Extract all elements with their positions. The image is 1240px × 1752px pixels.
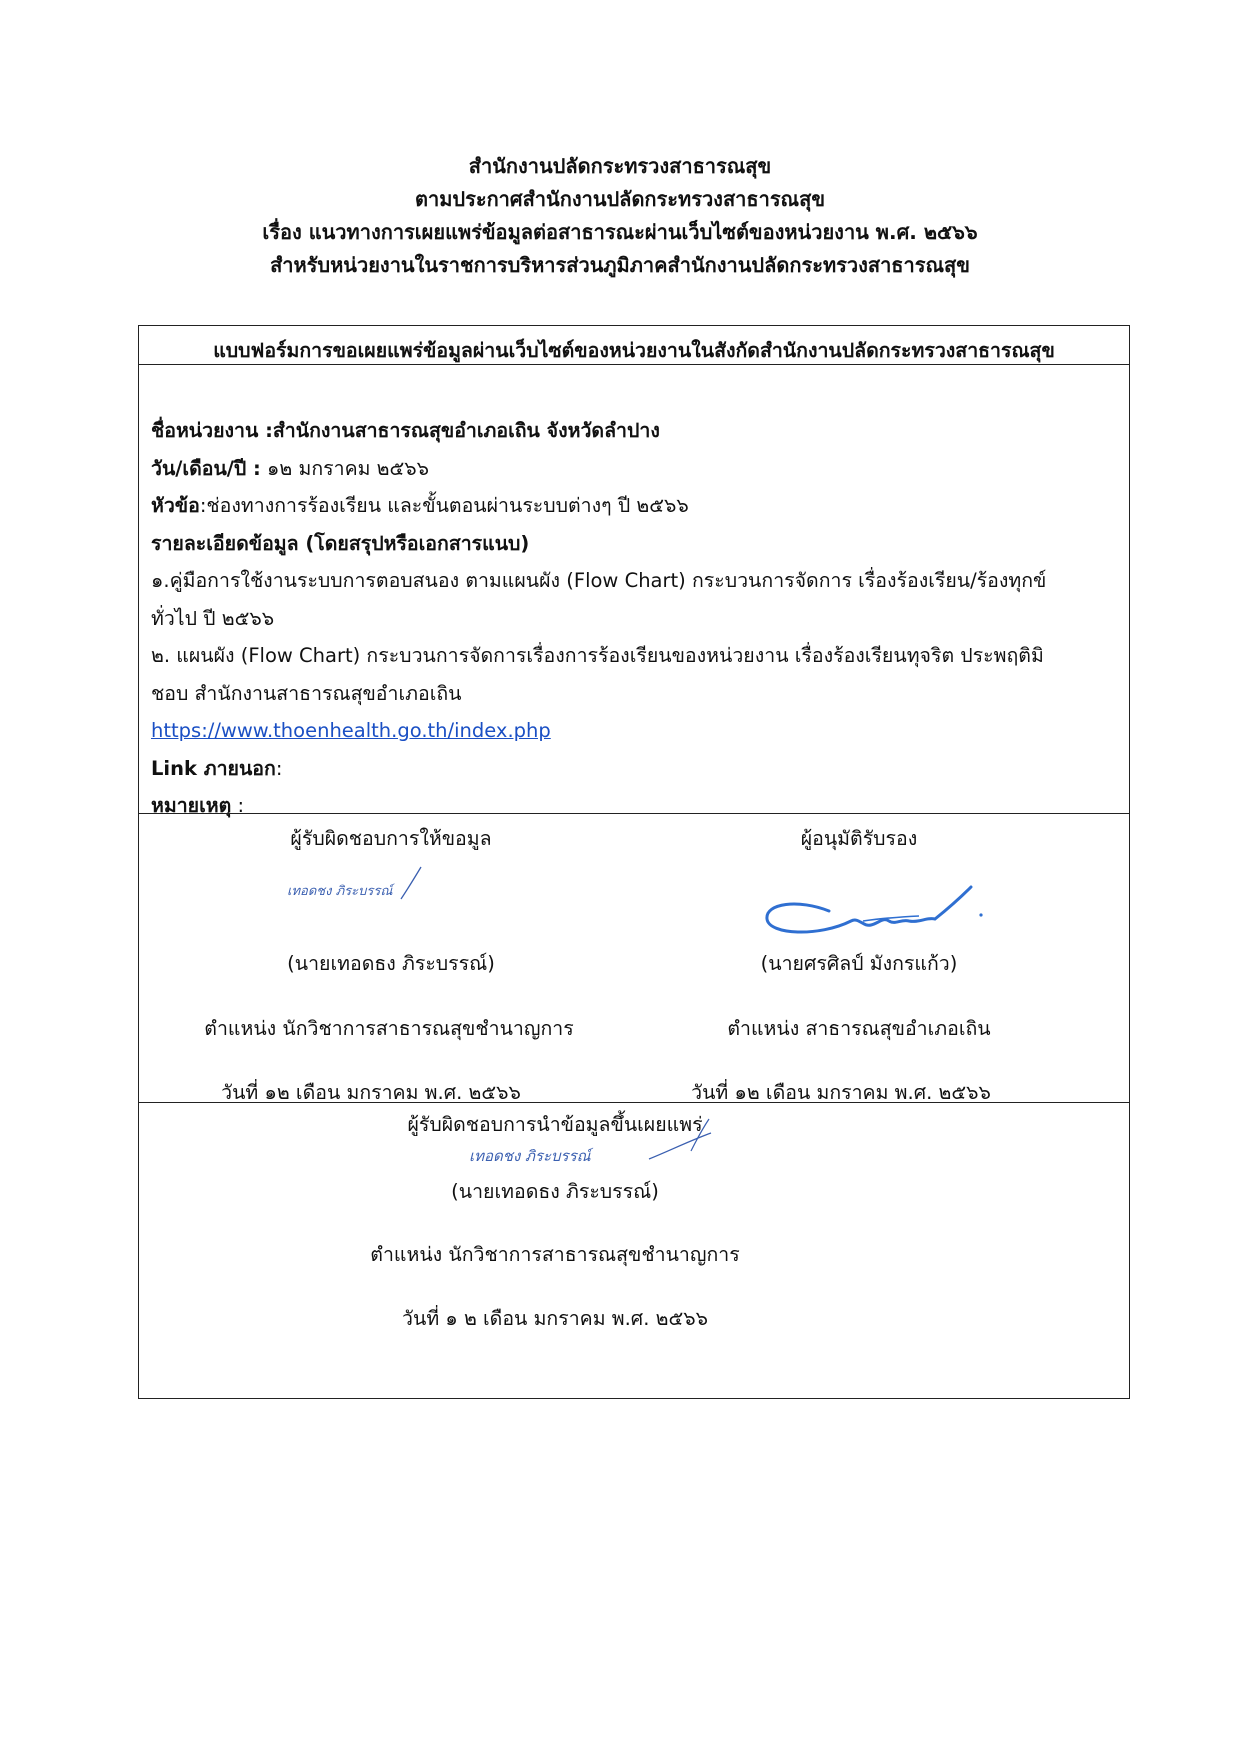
provider-date: วันที่ ๑๒ เดือน มกราคม พ.ศ. ๒๕๖๖ (221, 1081, 521, 1104)
approver-position: ตำแหน่ง สาธารณสุขอำเภอเถิน (727, 1017, 991, 1040)
detail-item-1-line-2: ทั่วไป ปี ๒๕๖๖ (151, 606, 275, 630)
date-value: ๑๒ มกราคม ๒๕๖๖ (260, 456, 430, 480)
header-line-3: เรื่อง แนวทางการเผยแพร่ข้อมูลต่อสาธารณะผ่านเว็บไซต์ของหน่วยงาน พ.ศ. ๒๕๖๖ (262, 220, 978, 244)
remark-label: หมายเหตุ (151, 794, 232, 817)
detail-item-2-line-1: ๒. แผนผัง (Flow Chart) กระบวนการจัดการเรื่องการร้องเรียนของหน่วยงาน เรื่องร้องเรียนทุจริต ประพฤติมิ (151, 644, 1044, 667)
provider-signature-icon (281, 861, 431, 909)
divider-publisher (139, 1102, 1129, 1103)
topic-value: :ช่องทางการร้องเรียน และขั้นตอนผ่านระบบต่างๆ ปี ๒๕๖๖ (199, 494, 689, 517)
detail-item-1-line-1: ๑.คู่มือการใช้งานระบบการตอบสนอง ตามแผนผัง (Flow Chart) กระบวนการจัดการ เรื่องร้องเรียน/ร้องทุกข์ (151, 569, 1047, 592)
external-link-value: : (275, 756, 283, 780)
publisher-date: วันที่ ๑ ๒ เดือน มกราคม พ.ศ. ๒๕๖๖ (402, 1307, 708, 1330)
provider-name: (นายเทอดธง ภิระบรรณ์) (287, 952, 495, 975)
agency-value: สำนักงานสาธารณสุขอำเภอเถิน จังหวัดลำปาง (272, 419, 660, 442)
agency-row (151, 412, 1121, 450)
external-link-label: Link ภายนอก (151, 756, 276, 780)
detail-label-row (151, 525, 1121, 563)
topic-row (151, 487, 1121, 525)
publisher-name: (นายเทอดธง ภิระบรรณ์) (451, 1180, 659, 1203)
approver-signature-icon (759, 881, 999, 951)
detail-item-2-line-2: ชอบ สำนักงานสาธารณสุขอำเภอเถิน (151, 681, 462, 705)
form-title: แบบฟอร์มการขอเผยแพร่ข้อมูลผ่านเว็บไซต์ของหน่วยงานในสังกัดสำนักงานปลัดกระทรวงสาธารณสุข (213, 339, 1055, 362)
approver-date: วันที่ ๑๒ เดือน มกราคม พ.ศ. ๒๕๖๖ (691, 1081, 991, 1104)
website-link[interactable]: https://www.thoenhealth.go.th/index.php (151, 719, 551, 742)
topic-label: หัวข้อ (151, 494, 200, 517)
publisher-position: ตำแหน่ง นักวิชาการสาธารณสุขชำนาญการ (370, 1243, 740, 1266)
date-row (151, 450, 1121, 488)
publication-form (138, 325, 1130, 1399)
agency-label: ชื่อหน่วยงาน : (151, 419, 273, 442)
approver-role: ผู้อนุมัติรับรอง (800, 827, 918, 850)
approver-name: (นายศรศิลป์ มังกรแก้ว) (760, 952, 958, 975)
header-line-1: สำนักงานปลัดกระทรวงสาธารณสุข (468, 154, 772, 178)
remark-value: : (231, 794, 245, 817)
provider-position: ตำแหน่ง นักวิชาการสาธารณสุขชำนาญการ (204, 1017, 574, 1040)
provider-role: ผู้รับผิดชอบการให้ขอมูล (290, 827, 492, 850)
publisher-role: ผู้รับผิดชอบการนำข้อมูลขึ้นเผยแพร่ (407, 1113, 703, 1136)
divider-signatures (139, 813, 1129, 814)
remark-row (151, 787, 1121, 825)
publisher-signature-icon (439, 1111, 739, 1171)
header-line-4: สำหรับหน่วยงานในราชการบริหารส่วนภูมิภาคสำนักงานปลัดกระทรวงสาธารณสุข (270, 253, 970, 277)
form-info-section (151, 412, 1121, 825)
external-link-row (151, 750, 1121, 788)
link-row (151, 712, 1121, 750)
provider-signature-text: เทอดชง ภิระบรรณ์ (287, 884, 393, 899)
document-header (0, 150, 1240, 282)
header-line-2: ตามประกาศสำนักงานปลัดกระทรวงสาธารณสุข (414, 187, 825, 211)
detail-label: รายละเอียดข้อมูล (โดยสรุปหรือเอกสารแนบ) (151, 531, 530, 555)
date-label: วัน/เดือน/ปี : (151, 456, 261, 480)
divider-title (139, 364, 1129, 365)
publisher-signature-text: เทอดชง ภิระบรรณ์ (469, 1147, 591, 1165)
